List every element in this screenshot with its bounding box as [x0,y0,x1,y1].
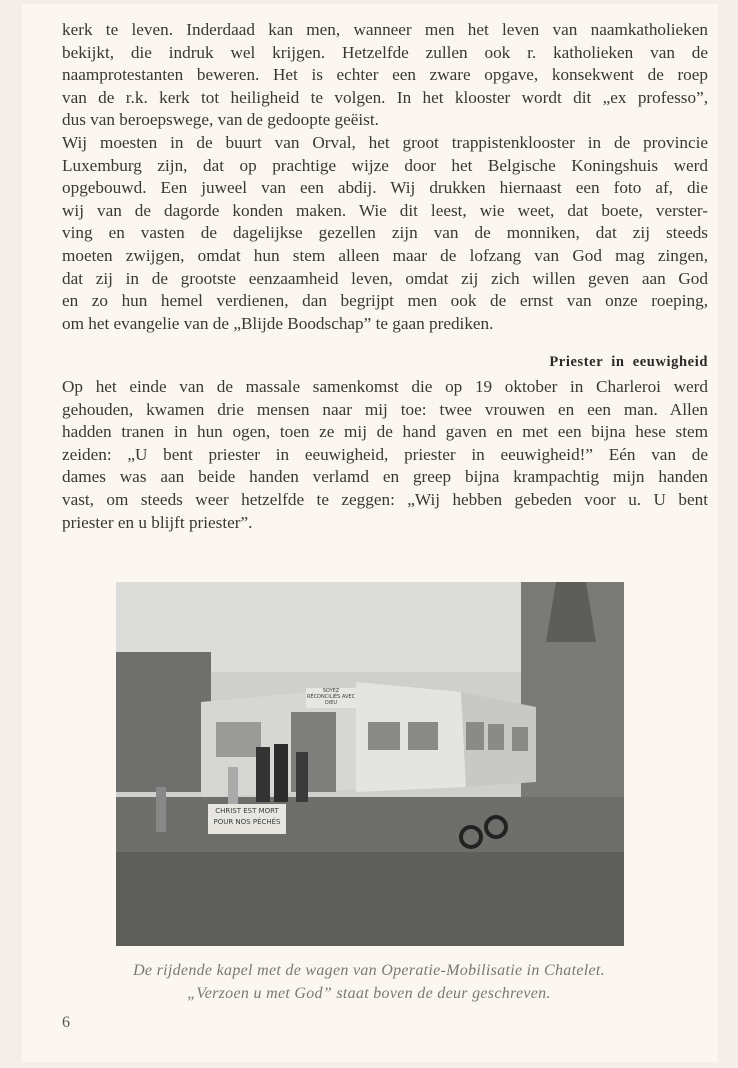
photo-mobile-chapel [116,582,624,946]
section-heading: Priester in eeuwigheid [549,354,708,370]
text-line: moeten zwijgen, omdat hun stem alleen maar de lofzang van God mag zingen, [62,246,708,265]
text-line: dames was aan beide handen verlamd en greep bijna krampachtig mijn handen [62,467,708,487]
text-line: en zo hun hemel verdienen, dan begrijpt men ook de ernst van onze roeping, [62,291,708,311]
text-line: om het evangelie van de „Blijde Boodschap” te gaan prediken. [62,313,494,333]
photo-caption-line-2: „Verzoen u met God” staat boven de deur geschreven. [187,985,551,1002]
text-line: naamprotestanten beweren. Het is echter een zware opgave, konsekwent de roep [62,65,708,85]
text-line: ving en vasten de dagelijkse gezellen zijn van de monniken, dat zij steeds [62,223,708,243]
photo-illustration [116,582,624,946]
text-line: van de r.k. kerk tot heiligheid te volgen. In het klooster wordt dit „ex professo”, [62,87,708,107]
text-line: Wij moesten in de buurt van Orval, het groot trappistenklooster in de provincie [62,133,708,152]
sign-above-door: SOYEZ RÉCONCILIÉS AVEC DIEU [306,688,356,706]
text-line: vast, om steeds weer hetzelfde te zeggen: „Wij hebben gebeden voor u. U bent [62,490,708,509]
text-line: Op het einde van de massale samenkomst die op 19 oktober in Charleroi werd [62,377,708,396]
text-line: opgebouwd. Een juweel van een abdij. Wij drukken hiernaast een foto af, die [62,178,708,198]
sign-christ-est-mort: CHRIST EST MORT POUR NOS PÉCHÉS [208,804,286,834]
text-line: dus van beroepswege, van de gedoopte geëist. [62,110,379,130]
text-line: dat zij in de grootste eenzaamheid leven, omdat zij zich willen geven aan God [62,268,708,288]
text-line: wij van de dagorde konden maken. Wie dit leest, wie weet, dat boete, verster- [62,200,708,220]
text-line: gehouden, kwamen drie mensen naar mij toe: twee vrouwen en een man. Allen [62,399,708,419]
text-line: priester en u blijft priester”. [62,512,253,532]
page-number: 6 [62,1014,70,1031]
text-line: Luxemburg zijn, dat op prachtige wijze door het Belgische Koningshuis werd [62,155,708,175]
photo-caption-line-1: De rijdende kapel met de wagen van Operatie-Mobilisatie in Chatelet. [133,962,605,979]
text-line: zeiden: „U bent priester in eeuwigheid, priester in eeuwigheid!” Eén van de [62,444,708,464]
text-line: bekijkt, die indruk wel krijgen. Hetzelfde zullen ook r. katholieken van de [62,42,708,62]
text-line: hadden tranen in hun ogen, toen ze mij de hand gaven en met een bijna hese stem [62,422,708,442]
text-line: kerk te leven. Inderdaad kan men, wanneer men het leven van naamkatholieken [62,20,708,39]
